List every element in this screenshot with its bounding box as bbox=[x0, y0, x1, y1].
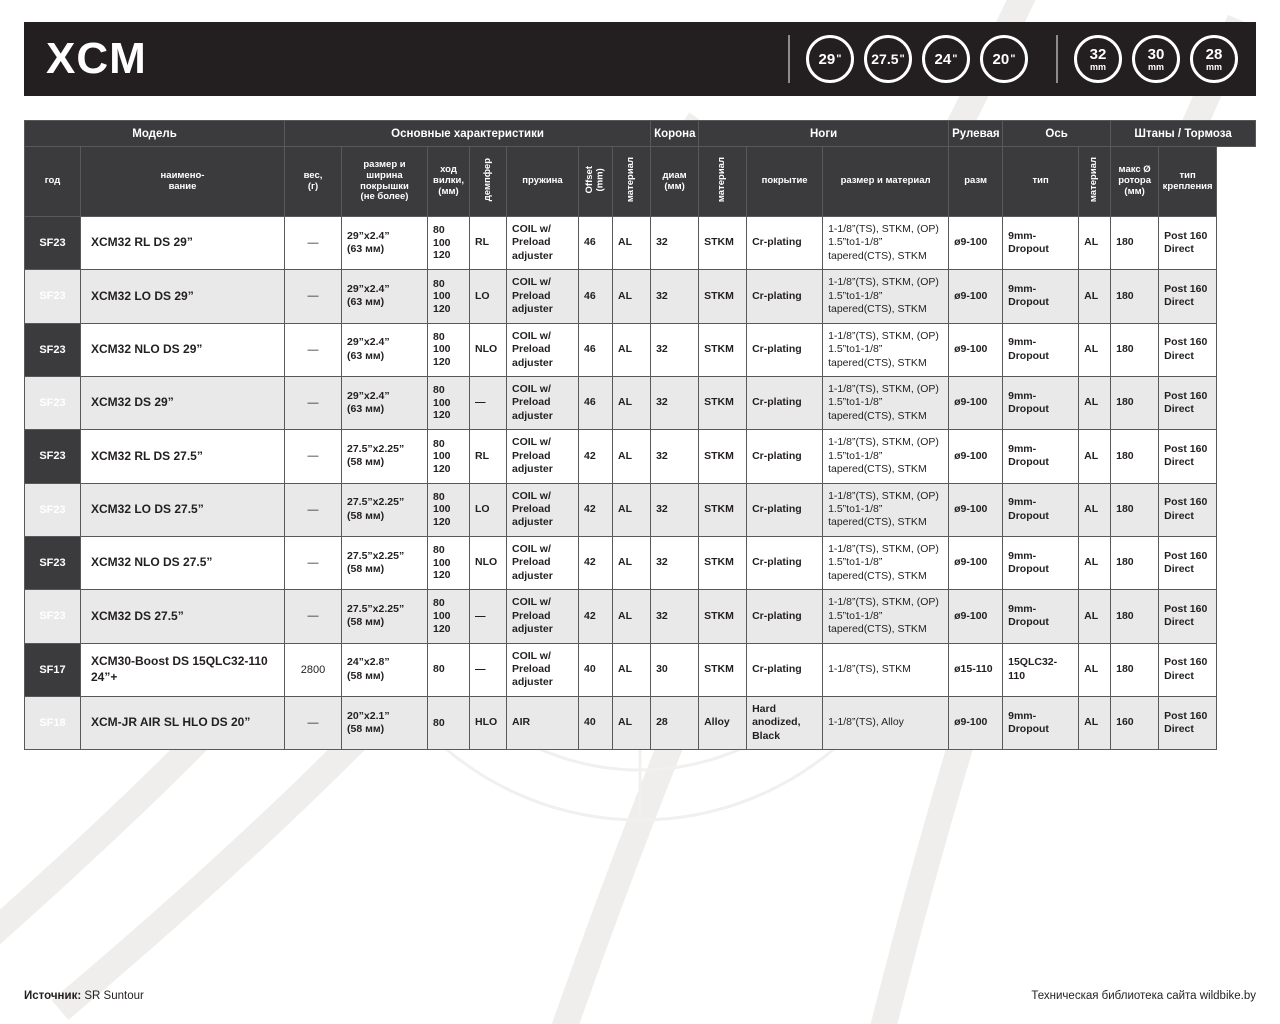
cell-travel: 80 100 120 bbox=[428, 217, 470, 270]
table-head bbox=[25, 121, 1256, 217]
badge-unit: " bbox=[899, 52, 905, 65]
col-travel: ход вилки, (мм) bbox=[428, 147, 470, 217]
cell-model-name: XCM32 DS 29” bbox=[81, 376, 285, 429]
cell-travel: 80 100 120 bbox=[428, 590, 470, 643]
col-year: год bbox=[25, 147, 81, 217]
cell-model-name: XCM32 RL DS 27.5” bbox=[81, 430, 285, 483]
cell-year: SF18 bbox=[25, 696, 81, 749]
badge-number: 29 bbox=[818, 50, 836, 68]
cell-crown-material: AL bbox=[613, 536, 651, 589]
badge-number: 24 bbox=[934, 50, 952, 68]
cell-steerer-spec: 1-1/8”(TS), STKM, (OP) 1.5”to1-1/8” tapered(CTS), STKM bbox=[823, 270, 949, 323]
cell-offset: 46 bbox=[579, 217, 613, 270]
table-row bbox=[25, 270, 1256, 323]
cell-axle-size: ø9-100 bbox=[949, 483, 1003, 536]
cell-tire-size: 24”x2.8” (58 мм) bbox=[342, 643, 428, 696]
cell-tire-size: 27.5”x2.25” (58 мм) bbox=[342, 430, 428, 483]
product-title: XCM bbox=[46, 34, 147, 83]
cell-tire-size: 27.5”x2.25” (58 мм) bbox=[342, 536, 428, 589]
cell-coating: Cr-plating bbox=[747, 376, 823, 429]
cell-offset: 42 bbox=[579, 483, 613, 536]
cell-spring: COIL w/ Preload adjuster bbox=[507, 590, 579, 643]
cell-year: SF23 bbox=[25, 217, 81, 270]
group-header-steerer: Рулевая bbox=[949, 121, 1003, 147]
cell-crown-material: AL bbox=[613, 376, 651, 429]
cell-rotor-max: 180 bbox=[1111, 590, 1159, 643]
cell-crown-material: AL bbox=[613, 696, 651, 749]
cell-travel: 80 bbox=[428, 643, 470, 696]
cell-leg-material: STKM bbox=[699, 376, 747, 429]
cell-weight: — bbox=[285, 430, 342, 483]
col-tire-size: размер и ширина покрышки (не более) bbox=[342, 147, 428, 217]
cell-axle-type: 15QLC32-110 bbox=[1003, 643, 1079, 696]
badge-number: 28 bbox=[1205, 45, 1223, 63]
wheel-size-badge-20 bbox=[980, 35, 1028, 83]
cell-leg-diameter: 32 bbox=[651, 590, 699, 643]
cell-steerer-spec: 1-1/8”(TS), Alloy bbox=[823, 696, 949, 749]
cell-spring: COIL w/ Preload adjuster bbox=[507, 430, 579, 483]
cell-mount-type: Post 160 Direct bbox=[1159, 217, 1217, 270]
cell-mount-type: Post 160 Direct bbox=[1159, 323, 1217, 376]
cell-rotor-max: 180 bbox=[1111, 430, 1159, 483]
cell-leg-diameter: 32 bbox=[651, 536, 699, 589]
cell-axle-type: 9mm-Dropout bbox=[1003, 536, 1079, 589]
cell-damper: RL bbox=[470, 430, 507, 483]
source-line bbox=[24, 990, 144, 1002]
cell-spring: COIL w/ Preload adjuster bbox=[507, 536, 579, 589]
group-header-lowers-brakes: Штаны / Тормоза bbox=[1111, 121, 1256, 147]
cell-coating: Cr-plating bbox=[747, 270, 823, 323]
cell-weight: — bbox=[285, 590, 342, 643]
stanchion-badge-30 bbox=[1132, 35, 1180, 83]
cell-steerer-spec: 1-1/8”(TS), STKM bbox=[823, 643, 949, 696]
cell-brake-material: AL bbox=[1079, 323, 1111, 376]
cell-axle-size: ø15-110 bbox=[949, 643, 1003, 696]
table-row bbox=[25, 590, 1256, 643]
cell-year: SF23 bbox=[25, 536, 81, 589]
cell-rotor-max: 180 bbox=[1111, 270, 1159, 323]
cell-leg-material: STKM bbox=[699, 643, 747, 696]
cell-rotor-max: 180 bbox=[1111, 483, 1159, 536]
cell-coating: Cr-plating bbox=[747, 643, 823, 696]
col-leg-material: материал bbox=[699, 147, 747, 217]
cell-year: SF23 bbox=[25, 430, 81, 483]
cell-travel: 80 100 120 bbox=[428, 323, 470, 376]
cell-leg-material: Alloy bbox=[699, 696, 747, 749]
cell-damper: RL bbox=[470, 217, 507, 270]
badge-divider-2 bbox=[1056, 35, 1058, 83]
specification-table bbox=[24, 120, 1256, 750]
cell-damper: LO bbox=[470, 270, 507, 323]
cell-year: SF23 bbox=[25, 270, 81, 323]
cell-crown-material: AL bbox=[613, 430, 651, 483]
cell-mount-type: Post 160 Direct bbox=[1159, 270, 1217, 323]
cell-steerer-spec: 1-1/8”(TS), STKM, (OP) 1.5”to1-1/8” tapered(CTS), STKM bbox=[823, 590, 949, 643]
cell-leg-diameter: 28 bbox=[651, 696, 699, 749]
cell-spring: COIL w/ Preload adjuster bbox=[507, 643, 579, 696]
cell-axle-size: ø9-100 bbox=[949, 430, 1003, 483]
cell-brake-material: AL bbox=[1079, 376, 1111, 429]
cell-damper: — bbox=[470, 643, 507, 696]
col-steerer-spec: размер и материал bbox=[823, 147, 949, 217]
cell-crown-material: AL bbox=[613, 590, 651, 643]
cell-leg-material: STKM bbox=[699, 217, 747, 270]
table-row bbox=[25, 323, 1256, 376]
cell-year: SF23 bbox=[25, 483, 81, 536]
cell-travel: 80 100 120 bbox=[428, 536, 470, 589]
wheel-size-badge-24 bbox=[922, 35, 970, 83]
cell-spring: COIL w/ Preload adjuster bbox=[507, 376, 579, 429]
col-mount-type: тип крепления bbox=[1159, 147, 1217, 217]
badge-unit: " bbox=[952, 52, 958, 65]
cell-offset: 46 bbox=[579, 270, 613, 323]
cell-leg-diameter: 32 bbox=[651, 483, 699, 536]
badge-unit: " bbox=[1010, 52, 1016, 65]
cell-steerer-spec: 1-1/8”(TS), STKM, (OP) 1.5”to1-1/8” tapered(CTS), STKM bbox=[823, 376, 949, 429]
cell-leg-diameter: 32 bbox=[651, 323, 699, 376]
cell-leg-material: STKM bbox=[699, 270, 747, 323]
cell-offset: 46 bbox=[579, 376, 613, 429]
cell-axle-type: 9mm-Dropout bbox=[1003, 430, 1079, 483]
wheel-size-badge-29 bbox=[806, 35, 854, 83]
badge-divider bbox=[788, 35, 790, 83]
cell-axle-size: ø9-100 bbox=[949, 536, 1003, 589]
cell-coating: Cr-plating bbox=[747, 483, 823, 536]
cell-rotor-max: 180 bbox=[1111, 217, 1159, 270]
table-row bbox=[25, 696, 1256, 749]
cell-model-name: XCM32 LO DS 29” bbox=[81, 270, 285, 323]
cell-offset: 42 bbox=[579, 590, 613, 643]
cell-rotor-max: 180 bbox=[1111, 376, 1159, 429]
cell-damper: LO bbox=[470, 483, 507, 536]
cell-tire-size: 29”x2.4” (63 мм) bbox=[342, 376, 428, 429]
cell-axle-size: ø9-100 bbox=[949, 323, 1003, 376]
cell-axle-type: 9mm-Dropout bbox=[1003, 217, 1079, 270]
col-leg-diameter: диам (мм) bbox=[651, 147, 699, 217]
cell-weight: — bbox=[285, 483, 342, 536]
cell-weight: — bbox=[285, 217, 342, 270]
cell-rotor-max: 180 bbox=[1111, 536, 1159, 589]
table-row bbox=[25, 536, 1256, 589]
cell-axle-type: 9mm-Dropout bbox=[1003, 270, 1079, 323]
cell-coating: Cr-plating bbox=[747, 430, 823, 483]
cell-offset: 46 bbox=[579, 323, 613, 376]
page-header bbox=[24, 22, 1256, 96]
cell-axle-size: ø9-100 bbox=[949, 270, 1003, 323]
cell-leg-material: STKM bbox=[699, 430, 747, 483]
cell-brake-material: AL bbox=[1079, 270, 1111, 323]
cell-axle-size: ø9-100 bbox=[949, 217, 1003, 270]
table-row bbox=[25, 430, 1256, 483]
cell-mount-type: Post 160 Direct bbox=[1159, 376, 1217, 429]
badge-unit: mm bbox=[1089, 61, 1106, 72]
cell-mount-type: Post 160 Direct bbox=[1159, 536, 1217, 589]
cell-crown-material: AL bbox=[613, 323, 651, 376]
cell-leg-material: STKM bbox=[699, 590, 747, 643]
cell-axle-type: 9mm-Dropout bbox=[1003, 323, 1079, 376]
cell-tire-size: 27.5”x2.25” (58 мм) bbox=[342, 483, 428, 536]
cell-coating: Cr-plating bbox=[747, 323, 823, 376]
col-axle-type: тип bbox=[1003, 147, 1079, 217]
group-header-axle: Ось bbox=[1003, 121, 1111, 147]
cell-steerer-spec: 1-1/8”(TS), STKM, (OP) 1.5”to1-1/8” tapered(CTS), STKM bbox=[823, 483, 949, 536]
badge-unit: mm bbox=[1147, 61, 1164, 72]
col-brake-material: материал bbox=[1079, 147, 1111, 217]
cell-mount-type: Post 160 Direct bbox=[1159, 643, 1217, 696]
cell-weight: — bbox=[285, 696, 342, 749]
cell-brake-material: AL bbox=[1079, 483, 1111, 536]
cell-weight: — bbox=[285, 323, 342, 376]
col-axle-size: разм bbox=[949, 147, 1003, 217]
table-row bbox=[25, 483, 1256, 536]
badge-number: 32 bbox=[1089, 45, 1107, 63]
cell-year: SF17 bbox=[25, 643, 81, 696]
cell-leg-material: STKM bbox=[699, 323, 747, 376]
cell-model-name: XCM-JR AIR SL HLO DS 20” bbox=[81, 696, 285, 749]
cell-leg-diameter: 32 bbox=[651, 270, 699, 323]
cell-rotor-max: 180 bbox=[1111, 643, 1159, 696]
col-crown-material: материал bbox=[613, 147, 651, 217]
cell-weight: — bbox=[285, 376, 342, 429]
cell-tire-size: 27.5”x2.25” (58 мм) bbox=[342, 590, 428, 643]
cell-brake-material: AL bbox=[1079, 643, 1111, 696]
cell-mount-type: Post 160 Direct bbox=[1159, 590, 1217, 643]
table-subheader-row bbox=[25, 147, 1256, 217]
cell-offset: 40 bbox=[579, 696, 613, 749]
col-coating: покрытие bbox=[747, 147, 823, 217]
cell-model-name: XCM32 RL DS 29” bbox=[81, 217, 285, 270]
col-weight: вес, (г) bbox=[285, 147, 342, 217]
cell-travel: 80 100 120 bbox=[428, 376, 470, 429]
source-label: Источник: bbox=[24, 990, 82, 1002]
cell-tire-size: 29”x2.4” (63 мм) bbox=[342, 217, 428, 270]
cell-weight: 2800 bbox=[285, 643, 342, 696]
cell-weight: — bbox=[285, 536, 342, 589]
cell-axle-type: 9mm-Dropout bbox=[1003, 696, 1079, 749]
cell-model-name: XCM32 NLO DS 29” bbox=[81, 323, 285, 376]
cell-spring: COIL w/ Preload adjuster bbox=[507, 323, 579, 376]
col-rotor-max: макс Ø ротора (мм) bbox=[1111, 147, 1159, 217]
cell-damper: — bbox=[470, 376, 507, 429]
cell-spring: COIL w/ Preload adjuster bbox=[507, 217, 579, 270]
cell-spring: COIL w/ Preload adjuster bbox=[507, 270, 579, 323]
group-header-legs: Ноги bbox=[699, 121, 949, 147]
cell-offset: 42 bbox=[579, 430, 613, 483]
col-spring: пружина bbox=[507, 147, 579, 217]
cell-year: SF23 bbox=[25, 323, 81, 376]
cell-axle-type: 9mm-Dropout bbox=[1003, 376, 1079, 429]
cell-damper: HLO bbox=[470, 696, 507, 749]
cell-steerer-spec: 1-1/8”(TS), STKM, (OP) 1.5”to1-1/8” tapered(CTS), STKM bbox=[823, 323, 949, 376]
col-damper: демпфер bbox=[470, 147, 507, 217]
table-body bbox=[25, 217, 1256, 750]
group-header-model: Модель bbox=[25, 121, 285, 147]
cell-leg-material: STKM bbox=[699, 483, 747, 536]
cell-steerer-spec: 1-1/8”(TS), STKM, (OP) 1.5”to1-1/8” tapered(CTS), STKM bbox=[823, 536, 949, 589]
table-row bbox=[25, 643, 1256, 696]
cell-brake-material: AL bbox=[1079, 696, 1111, 749]
cell-leg-diameter: 32 bbox=[651, 430, 699, 483]
cell-brake-material: AL bbox=[1079, 430, 1111, 483]
badge-number: 20 bbox=[992, 50, 1010, 68]
stanchion-badge-32 bbox=[1074, 35, 1122, 83]
cell-year: SF23 bbox=[25, 376, 81, 429]
cell-coating: Cr-plating bbox=[747, 590, 823, 643]
cell-leg-diameter: 32 bbox=[651, 217, 699, 270]
stanchion-badge-28 bbox=[1190, 35, 1238, 83]
source-value: SR Suntour bbox=[84, 990, 144, 1002]
group-header-main-specs: Основные характеристики bbox=[285, 121, 651, 147]
cell-year: SF23 bbox=[25, 590, 81, 643]
cell-offset: 42 bbox=[579, 536, 613, 589]
cell-steerer-spec: 1-1/8”(TS), STKM, (OP) 1.5”to1-1/8” tapered(CTS), STKM bbox=[823, 217, 949, 270]
wheel-size-badge-275 bbox=[864, 35, 912, 83]
badge-number: 30 bbox=[1147, 45, 1165, 63]
cell-model-name: XCM32 NLO DS 27.5” bbox=[81, 536, 285, 589]
cell-axle-size: ø9-100 bbox=[949, 696, 1003, 749]
cell-travel: 80 bbox=[428, 696, 470, 749]
col-offset: Offset (mm) bbox=[579, 147, 613, 217]
cell-tire-size: 20”x2.1” (58 мм) bbox=[342, 696, 428, 749]
cell-model-name: XCM30-Boost DS 15QLC32-110 24”+ bbox=[81, 643, 285, 696]
cell-damper: NLO bbox=[470, 323, 507, 376]
cell-spring: COIL w/ Preload adjuster bbox=[507, 483, 579, 536]
cell-axle-size: ø9-100 bbox=[949, 376, 1003, 429]
cell-rotor-max: 160 bbox=[1111, 696, 1159, 749]
table-row bbox=[25, 376, 1256, 429]
cell-axle-type: 9mm-Dropout bbox=[1003, 590, 1079, 643]
table-group-header-row bbox=[25, 121, 1256, 147]
cell-coating: Cr-plating bbox=[747, 536, 823, 589]
cell-tire-size: 29”x2.4” (63 мм) bbox=[342, 323, 428, 376]
cell-crown-material: AL bbox=[613, 270, 651, 323]
cell-mount-type: Post 160 Direct bbox=[1159, 696, 1217, 749]
page-footer bbox=[24, 990, 1256, 1002]
cell-travel: 80 100 120 bbox=[428, 483, 470, 536]
cell-crown-material: AL bbox=[613, 643, 651, 696]
cell-axle-size: ø9-100 bbox=[949, 590, 1003, 643]
cell-brake-material: AL bbox=[1079, 536, 1111, 589]
badge-unit: mm bbox=[1205, 61, 1222, 72]
cell-spring: AIR bbox=[507, 696, 579, 749]
cell-tire-size: 29”x2.4” (63 мм) bbox=[342, 270, 428, 323]
cell-coating: Hard anodized, Black bbox=[747, 696, 823, 749]
cell-coating: Cr-plating bbox=[747, 217, 823, 270]
cell-crown-material: AL bbox=[613, 217, 651, 270]
cell-brake-material: AL bbox=[1079, 217, 1111, 270]
cell-steerer-spec: 1-1/8”(TS), STKM, (OP) 1.5”to1-1/8” tapered(CTS), STKM bbox=[823, 430, 949, 483]
cell-damper: — bbox=[470, 590, 507, 643]
cell-leg-diameter: 32 bbox=[651, 376, 699, 429]
cell-travel: 80 100 120 bbox=[428, 270, 470, 323]
cell-mount-type: Post 160 Direct bbox=[1159, 483, 1217, 536]
cell-model-name: XCM32 DS 27.5” bbox=[81, 590, 285, 643]
col-model-name: наимено- вание bbox=[81, 147, 285, 217]
table-row bbox=[25, 217, 1256, 270]
cell-rotor-max: 180 bbox=[1111, 323, 1159, 376]
cell-leg-material: STKM bbox=[699, 536, 747, 589]
group-header-crown: Корона bbox=[651, 121, 699, 147]
cell-mount-type: Post 160 Direct bbox=[1159, 430, 1217, 483]
cell-leg-diameter: 30 bbox=[651, 643, 699, 696]
cell-crown-material: AL bbox=[613, 483, 651, 536]
cell-weight: — bbox=[285, 270, 342, 323]
cell-brake-material: AL bbox=[1079, 590, 1111, 643]
badge-unit: " bbox=[836, 52, 842, 65]
cell-model-name: XCM32 LO DS 27.5” bbox=[81, 483, 285, 536]
cell-damper: NLO bbox=[470, 536, 507, 589]
badge-number: 27.5 bbox=[871, 51, 899, 67]
cell-travel: 80 100 120 bbox=[428, 430, 470, 483]
cell-offset: 40 bbox=[579, 643, 613, 696]
badge-group bbox=[788, 35, 1238, 83]
library-credit: Техническая библиотека сайта wildbike.by bbox=[1031, 990, 1256, 1002]
cell-axle-type: 9mm-Dropout bbox=[1003, 483, 1079, 536]
